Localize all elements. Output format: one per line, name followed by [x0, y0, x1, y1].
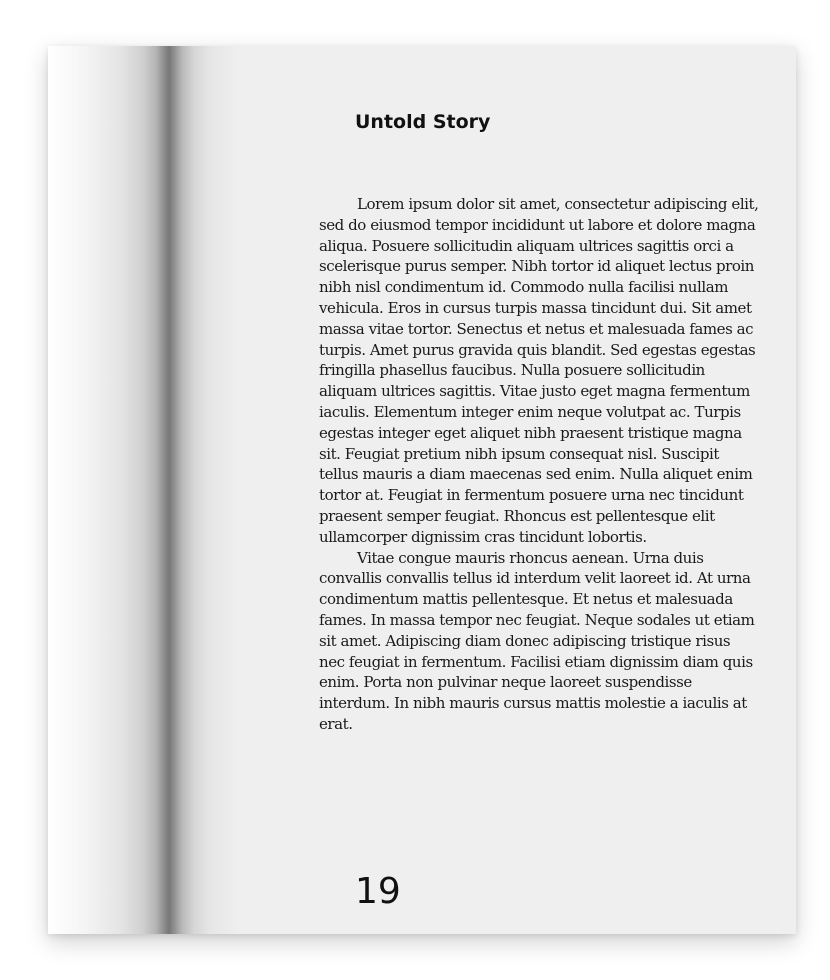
running-title: Untold Story: [355, 111, 491, 133]
book-page: [48, 46, 796, 934]
page-number: 19: [355, 871, 401, 912]
paragraph-2: Vitae congue mauris rhoncus aenean. Urna duis convallis convallis tellus id interdum velit laoreet id. At urna condimentum mattis pellentesque. Et netus et malesuada fames. In massa tempor nec feugiat. Neque sodales ut etiam sit amet. Adipiscing diam donec adipiscing tristique risus nec feugiat in fermentum. Facilisi etiam dignissim diam quis enim. Porta non pulvinar neque laoreet suspendisse interdum. In nibh mauris cursus mattis molestie a iaculis at erat.: [319, 548, 755, 733]
paragraph-1: Lorem ipsum dolor sit amet, consectetur adipiscing elit, sed do eiusmod tempor incididunt ut labore et dolore magna aliqua. Posuere sollicitudin aliquam ultrices sagittis orci a scelerisque purus semper. Nibh tortor id aliquet lectus proin nibh nisl condimentum id. Commodo nulla facilisi nullam vehicula. Eros in cursus turpis massa tincidunt dui. Sit amet massa vitae tortor. Senectus et netus et malesuada fames ac turpis. Amet purus gravida quis blandit. Sed egestas egestas fringilla phasellus faucibus. Nulla posuere sollicitudin aliquam ultrices sagittis. Vitae justo eget magna fermentum iaculis. Elementum integer enim neque volutpat ac. Turpis egestas integer eget aliquet nibh praesent tristique magna sit. Feugiat pretium nibh ipsum consequat nisl. Suscipit tellus mauris a diam maecenas sed enim. Nulla aliquet enim tortor at. Feugiat in fermentum posuere urna nec tincidunt praesent semper feugiat. Rhoncus est pellentesque elit ullamcorper dignissim cras tincidunt lobortis.: [319, 195, 759, 546]
page-body-text: [319, 194, 759, 735]
page-gutter-shadow: [48, 46, 238, 934]
